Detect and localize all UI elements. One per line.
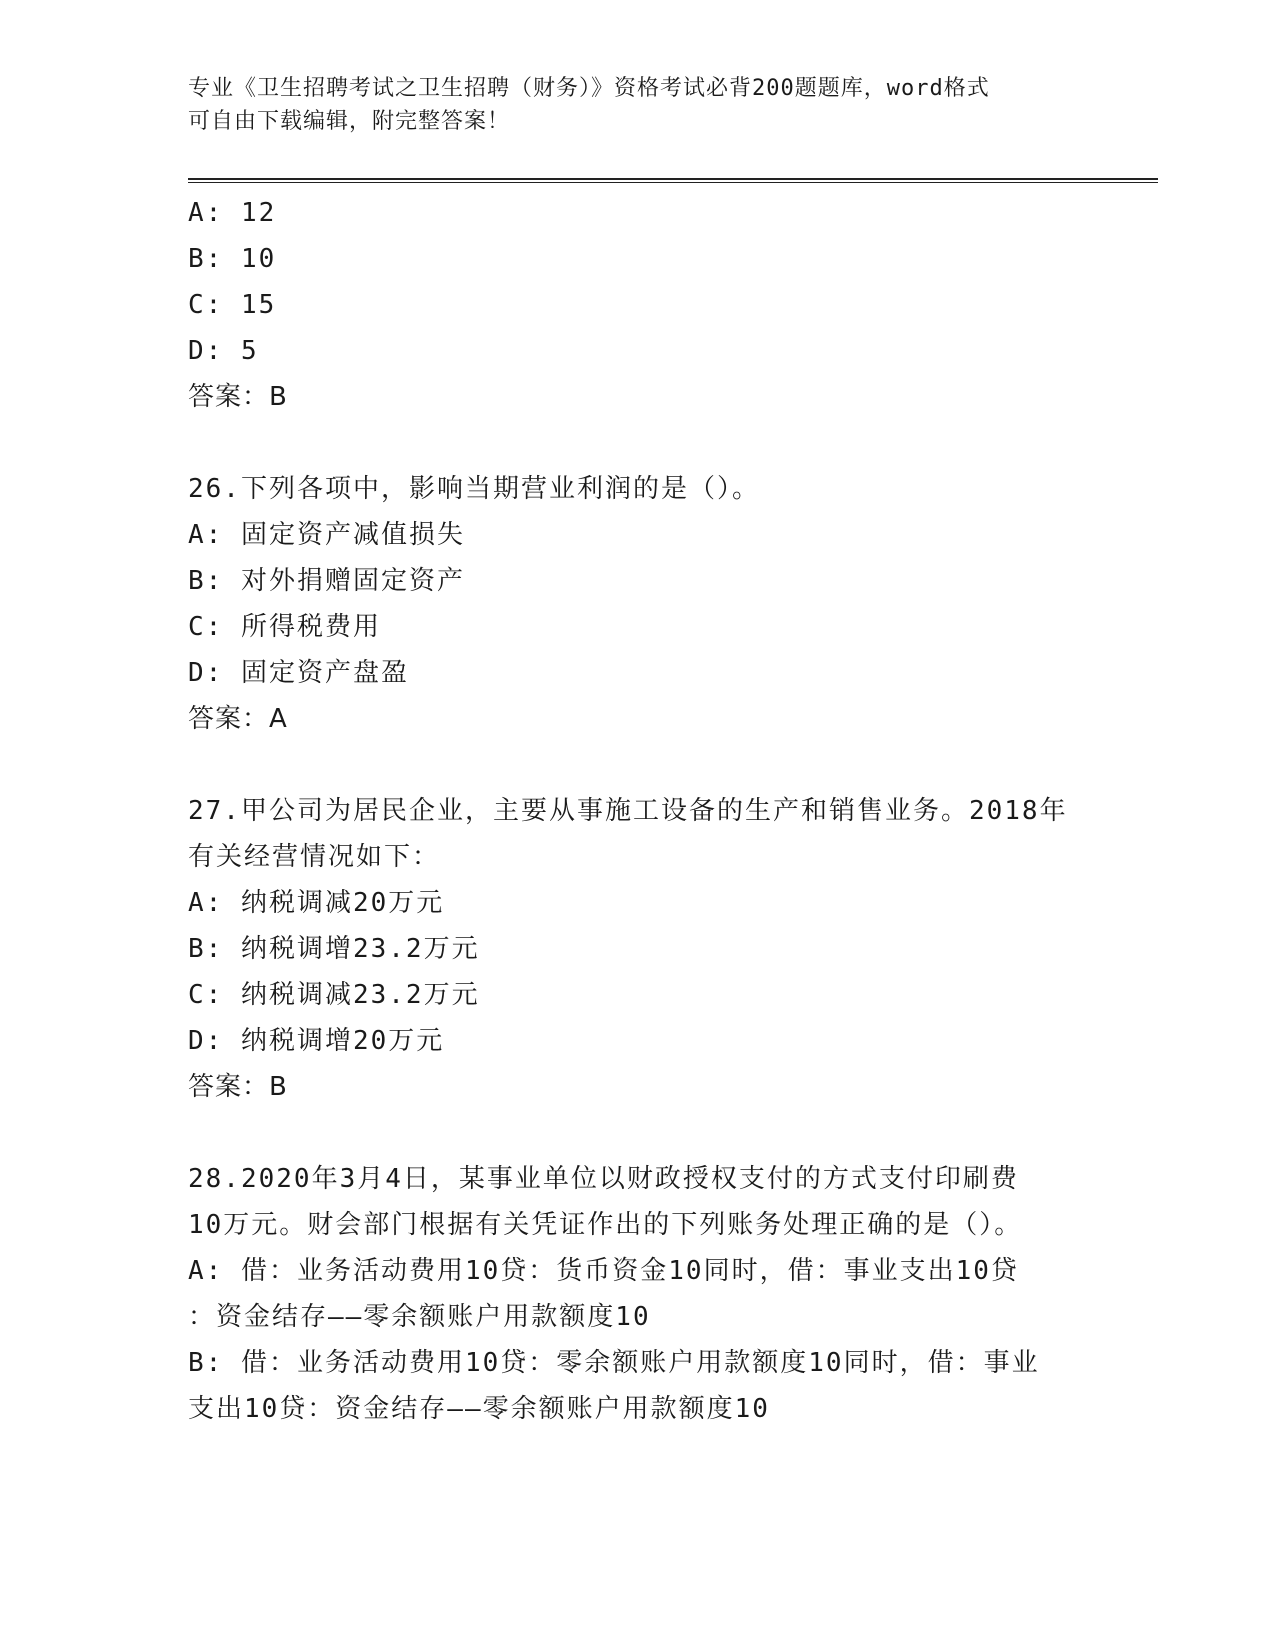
question-list <box>188 190 1088 1432</box>
option-a: A: 借：业务活动费用10贷：货币资金10同时，借：事业支出10贷 <box>188 1256 1019 1286</box>
option-b: B: 对外捐赠固定资产 <box>188 566 465 596</box>
answer: 答案：B <box>188 1072 288 1102</box>
option-a: A: 12 <box>188 198 277 228</box>
question-26 <box>188 466 1088 742</box>
option-c: C: 所得税费用 <box>188 612 381 642</box>
question-27 <box>188 788 1088 1110</box>
question-stem: 28.2020年3月4日，某事业单位以财政授权支付的方式支付印刷费 <box>188 1164 1019 1194</box>
option-a: A: 纳税调减20万元 <box>188 888 445 918</box>
question-stem: 27.甲公司为居民企业，主要从事施工设备的生产和销售业务。2018年 <box>188 796 1068 826</box>
answer: 答案：B <box>188 382 288 412</box>
question-25 <box>188 190 1088 420</box>
option-c: C: 纳税调减23.2万元 <box>188 980 480 1010</box>
option-b-cont: 支出10贷：资金结存——零余额账户用款额度10 <box>188 1394 770 1424</box>
option-a-cont: ：资金结存——零余额账户用款额度10 <box>188 1302 651 1332</box>
option-b: B: 借：业务活动费用10贷：零余额账户用款额度10同时，借：事业 <box>188 1348 1040 1378</box>
option-a: A: 固定资产减值损失 <box>188 520 465 550</box>
option-b: B: 纳税调增23.2万元 <box>188 934 480 964</box>
option-d: D: 5 <box>188 336 259 366</box>
header-line-2: 可自由下载编辑，附完整答案！ <box>188 109 511 134</box>
answer: 答案：A <box>188 704 288 734</box>
header-divider <box>188 178 1158 183</box>
question-stem-cont: 10万元。财会部门根据有关凭证作出的下列账务处理正确的是（）。 <box>188 1210 1023 1240</box>
option-d: D: 固定资产盘盈 <box>188 658 409 688</box>
question-stem-cont: 有关经营情况如下： <box>188 842 441 872</box>
option-c: C: 15 <box>188 290 277 320</box>
header-line-1: 专业《卫生招聘考试之卫生招聘（财务）》资格考试必背200题题库，word格式 <box>188 76 990 101</box>
question-28 <box>188 1156 1088 1432</box>
question-stem: 26.下列各项中，影响当期营业利润的是（）。 <box>188 474 760 504</box>
option-b: B: 10 <box>188 244 277 274</box>
document-header <box>188 72 1088 138</box>
option-d: D: 纳税调增20万元 <box>188 1026 445 1056</box>
